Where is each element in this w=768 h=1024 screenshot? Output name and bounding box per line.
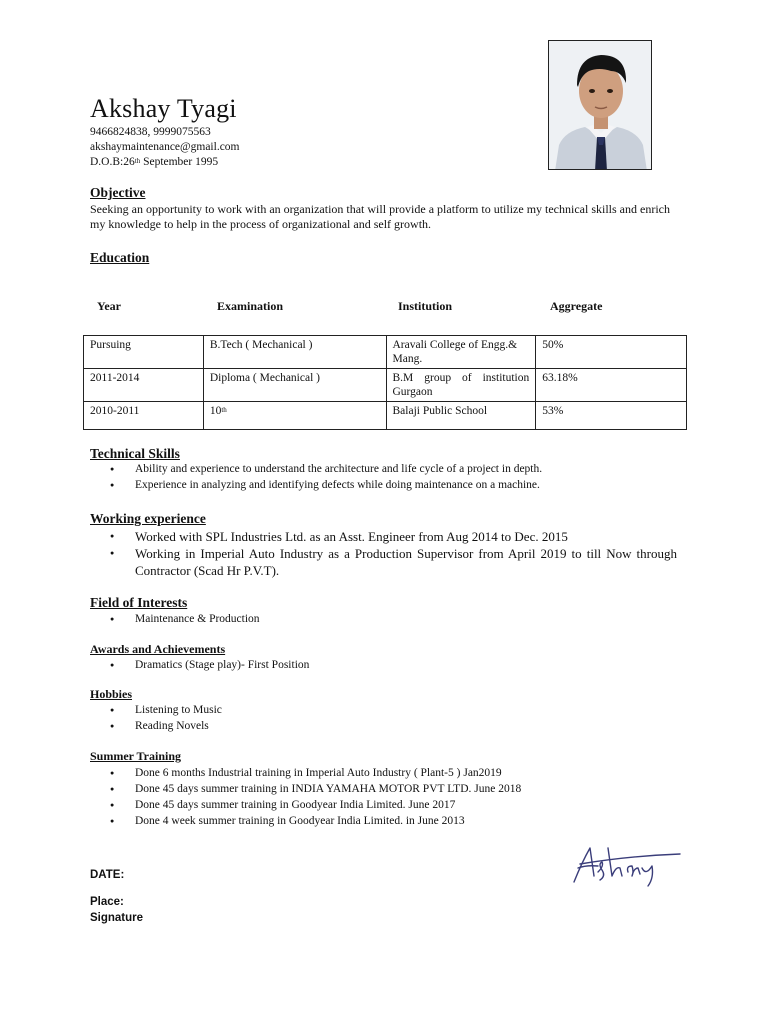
table-row <box>84 336 687 369</box>
list-item: ● Worked with SPL Industries Ltd. as an Asst. Engineer from Aug 2014 to Dec. 2015 <box>110 528 677 545</box>
col-institution: Institution <box>398 299 453 313</box>
contact-block <box>90 125 240 170</box>
list-item: ● Working in Imperial Auto Industry as a Production Supervisor from April 2019 to till Now through Contractor (Scad Hr P.V.T). <box>110 545 677 579</box>
education-heading: Education <box>90 250 150 265</box>
technical-skills-heading: Technical Skills <box>90 446 180 461</box>
dob-rest: September 1995 <box>140 156 219 168</box>
table-row <box>84 369 687 402</box>
objective-heading: Objective <box>90 185 146 200</box>
person-portrait-icon <box>549 41 652 170</box>
candidate-name: Akshay Tyagi <box>90 94 237 123</box>
list-item: ● Done 45 days summer training in INDIA YAMAHA MOTOR PVT LTD. June 2018 <box>110 781 680 797</box>
awards-list <box>110 657 680 673</box>
hobbies-heading: Hobbies <box>90 687 133 701</box>
list-item: ● Ability and experience to understand the architecture and life cycle of a project in depth. <box>110 461 680 477</box>
list-item: ● Reading Novels <box>110 718 680 734</box>
training-list <box>110 765 680 829</box>
signature-label: Signature <box>90 912 144 924</box>
list-item: ● Listening to Music <box>110 702 680 718</box>
interests-heading: Field of Interests <box>90 595 188 610</box>
list-item: ● Done 4 week summer training in Goodyear India Limited. in June 2013 <box>110 813 680 829</box>
cell-aggregate: 50% <box>536 336 687 369</box>
exam-sup: th <box>221 406 227 414</box>
awards-heading: Awards and Achievements <box>90 642 226 656</box>
education-table <box>83 335 687 430</box>
list-item: ● Dramatics (Stage play)- First Position <box>110 657 680 673</box>
exam-number: 10 <box>209 405 222 417</box>
cell-institution: Balaji Public School <box>386 402 536 430</box>
technical-skills-list <box>110 461 680 493</box>
training-heading: Summer Training <box>90 749 182 763</box>
cell-institution: Aravali College of Engg.& Mang. <box>386 336 536 369</box>
dob-suffix: th <box>134 157 141 165</box>
col-examination: Examination <box>217 299 284 313</box>
cell-aggregate: 53% <box>536 402 687 430</box>
email-address: akshaymaintenance@gmail.com <box>90 141 240 153</box>
cell-year: 2011-2014 <box>84 369 204 402</box>
cell-exam <box>203 402 386 430</box>
date-label: DATE: <box>90 869 125 881</box>
place-label: Place: <box>90 896 124 908</box>
col-year: Year <box>97 299 121 313</box>
work-heading: Working experience <box>90 511 206 526</box>
work-list <box>110 528 677 579</box>
date-of-birth <box>90 155 240 170</box>
list-item: ● Maintenance & Production <box>110 611 680 627</box>
phone-numbers: 9466824838, 9999075563 <box>90 126 211 138</box>
dob-prefix: D.O.B:26 <box>90 156 135 168</box>
cell-aggregate: 63.18% <box>536 369 687 402</box>
signature-icon <box>568 838 688 888</box>
handwritten-signature <box>568 838 688 888</box>
cell-year: 2010-2011 <box>84 402 204 430</box>
interests-list <box>110 611 680 627</box>
profile-photo <box>548 40 652 170</box>
cell-year: Pursuing <box>84 336 204 369</box>
list-item: ● Done 45 days summer training in Goodyear India Limited. June 2017 <box>110 797 680 813</box>
cell-institution: B.M group of institution Gurgaon <box>386 369 536 402</box>
list-item: ● Done 6 months Industrial training in Imperial Auto Industry ( Plant-5 ) Jan2019 <box>110 765 680 781</box>
hobbies-list <box>110 702 680 734</box>
list-item: ● Experience in analyzing and identifying defects while doing maintenance on a machine. <box>110 477 680 493</box>
objective-text: Seeking an opportunity to work with an organization that will provide a platform to utilize my technical skills and enrich my knowledge to help in the process of organizational and self growth. <box>90 202 670 231</box>
col-aggregate: Aggregate <box>550 299 603 313</box>
cell-exam: B.Tech ( Mechanical ) <box>203 336 386 369</box>
cell-exam: Diploma ( Mechanical ) <box>203 369 386 402</box>
table-row <box>84 402 687 430</box>
